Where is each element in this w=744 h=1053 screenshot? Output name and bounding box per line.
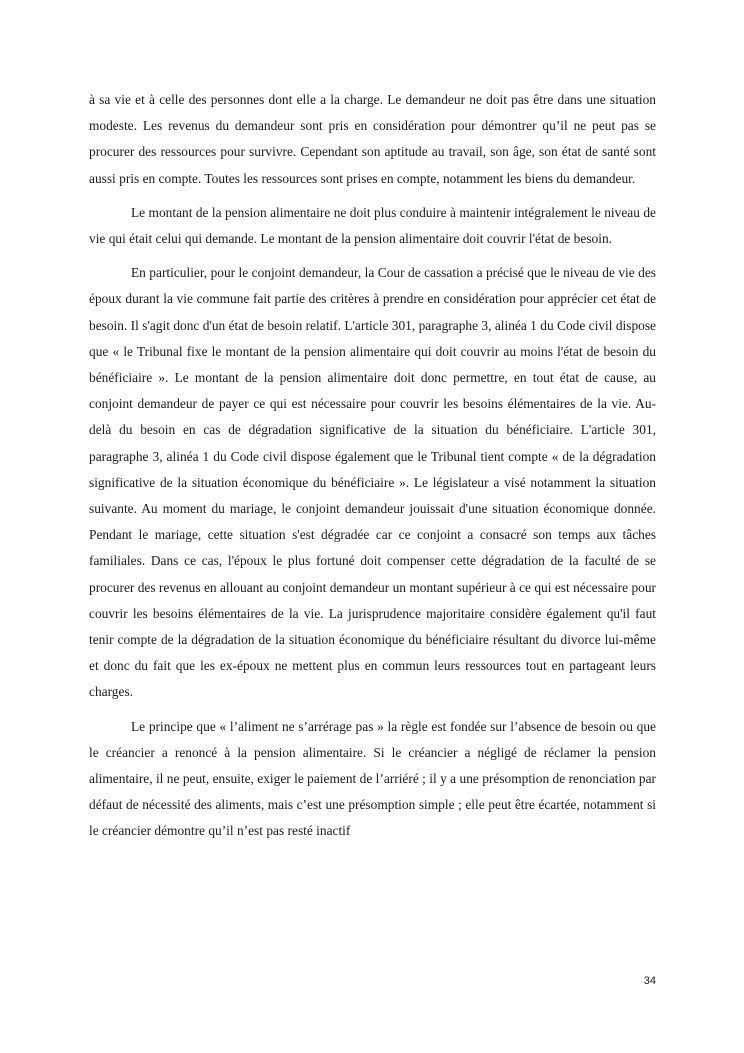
paragraph-3: En particulier, pour le conjoint demandeur, la Cour de cassation a précisé que le niveau de vie des époux durant la vie commune fait partie des critères à prendre en considération pour apprécier cet état de besoin. Il s'agit donc d'un état de besoin relatif. L'article 301, paragraphe 3, alinéa 1 du Code civil dispose que « le Tribunal fixe le montant de la pension alimentaire qui doit couvrir au moins l'état de besoin du bénéficiaire ». Le montant de la pension alimentaire doit donc permettre, en tout état de cause, au conjoint demandeur de payer ce qui est nécessaire pour couvrir les besoins élémentaires de la vie. Au-delà du besoin en cas de dégradation significative de la situation du bénéficiaire. L'article 301, paragraphe 3, alinéa 1 du Code civil dispose également que le Tribunal tient compte « de la dégradation significative de la situation économique du bénéficiaire ». Le législateur a visé notamment la situation suivante. Au moment du mariage, le conjoint demandeur jouissait d'une situation économique donnée. Pendant le mariage, cette situation s'est dégradée car ce conjoint a consacré son temps aux tâches familiales. Dans ce cas, l'époux le plus fortuné doit compenser cette dégradation de la faculté de se procurer des revenus en allouant au conjoint demandeur un montant supérieur à ce qui est nécessaire pour couvrir les besoins élémentaires de la vie. La jurisprudence majoritaire considère également qu'il faut tenir compte de la dégradation de la situation économique du bénéficiaire résultant du divorce lui-même et donc du fait que les ex-époux ne mettent plus en commun leurs ressources tout en partageant leurs charges.: [89, 265, 656, 700]
body-text: [89, 87, 656, 853]
paragraph-1: à sa vie et à celle des personnes dont elle a la charge. Le demandeur ne doit pas être dans une situation modeste. Les revenus du demandeur sont pris en considération pour démontrer qu’il ne peut pas se procurer des ressources pour survivre. Cependant son aptitude au travail, son âge, son état de santé sont aussi pris en compte. Toutes les ressources sont prises en compte, notamment les biens du demandeur.: [89, 92, 656, 186]
page-number: 34: [643, 975, 656, 987]
paragraph-2: Le montant de la pension alimentaire ne doit plus conduire à maintenir intégralement le niveau de vie qui était celui qui demande. Le montant de la pension alimentaire doit couvrir l'état de besoin.: [89, 204, 656, 247]
paragraph-4: Le principe que « l’aliment ne s’arrérage pas » la règle est fondée sur l’absence de besoin ou que le créancier a renoncé à la pension alimentaire. Si le créancier a négligé de réclamer la pension alimentaire, il ne peut, ensuite, exiger le paiement de l’arriéré ; il y a une présomption de renonciation par défaut de nécessité des aliments, mais c’est une présomption simple ; elle peut être écartée, notamment si le créancier démontre qu’il n’est pas resté inactif: [89, 718, 656, 839]
